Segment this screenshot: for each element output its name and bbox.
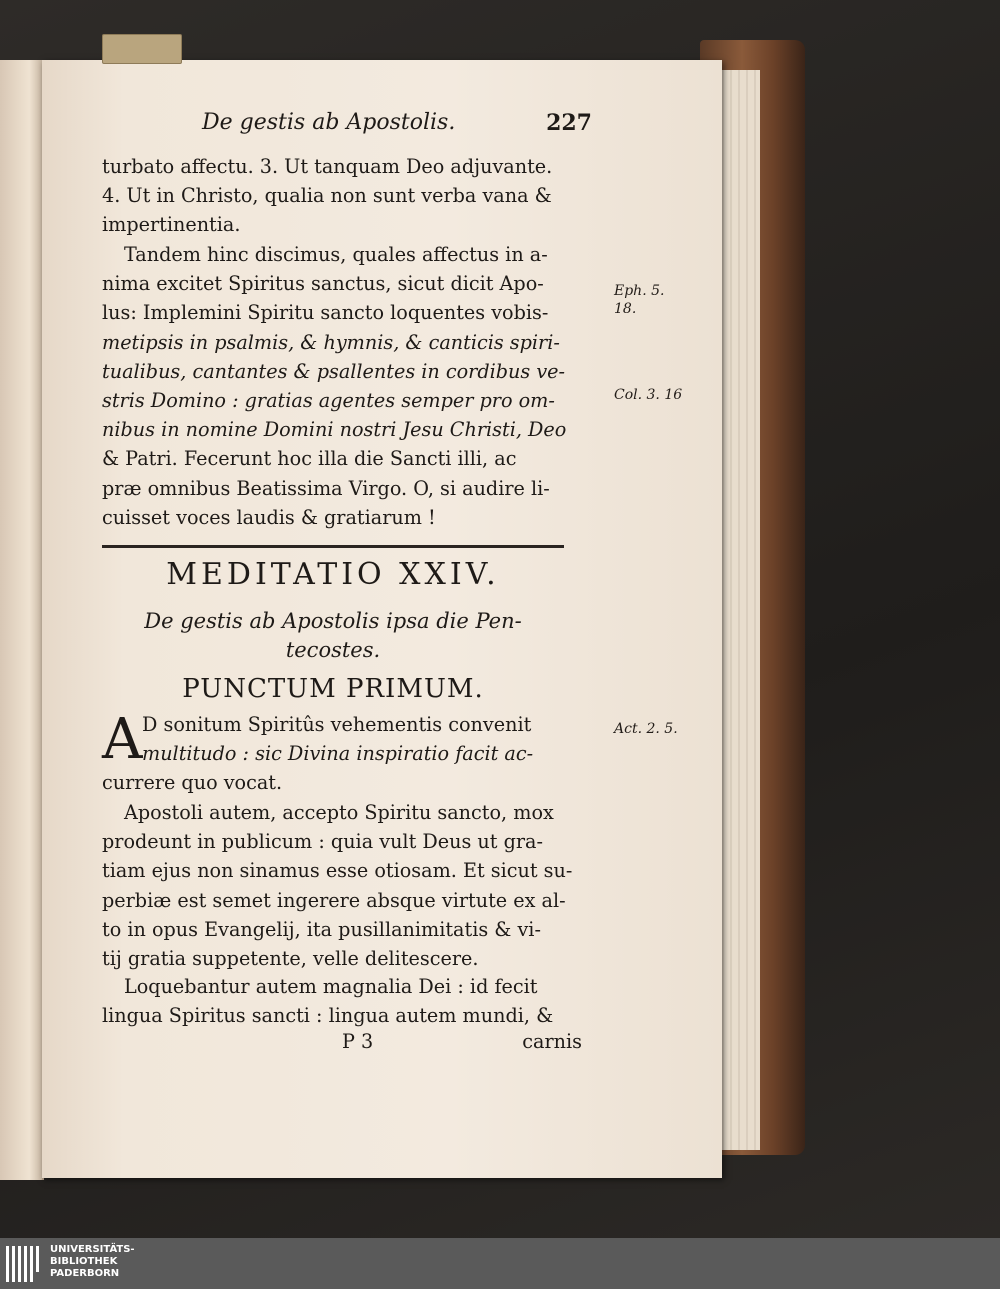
text-line: lingua Spiritus sancti : lingua autem mundi, & — [102, 1004, 554, 1028]
page-number: 227 — [546, 110, 592, 136]
margin-note-eph-ref: Eph. 5. — [614, 283, 665, 299]
text-line: turbato affectu. 3. Ut tanquam Deo adjuvante. — [102, 155, 553, 178]
margin-note-act: Act. 2. 5. — [614, 721, 678, 737]
paragraph-1 — [102, 152, 582, 240]
paragraph-4 — [102, 798, 582, 973]
text-line: Loquebantur autem magnalia Dei : id fecit — [124, 975, 538, 998]
catchword: carnis — [522, 1030, 582, 1053]
paragraph-5 — [102, 972, 582, 1030]
footer-bar — [0, 1238, 1000, 1289]
text-line: præ omnibus Beatissima Virgo. O, si audire li- — [102, 476, 550, 500]
text-line: prodeunt in publicum : quia vult Deus ut gra- — [102, 830, 543, 854]
text-line: 4. Ut in Christo, qualia non sunt verba vana & — [102, 184, 552, 208]
section-title: MEDITATIO XXIV. — [166, 557, 500, 592]
catchline — [102, 1030, 582, 1060]
text-line: tualibus, cantantes & psallentes in cordibus ve- — [102, 359, 566, 383]
text-line: perbiæ est semet ingerere absque virtute ex al- — [102, 888, 566, 912]
logo-line: PADERBORN — [50, 1268, 120, 1279]
margin-note-eph — [614, 282, 664, 318]
paper-tape — [102, 34, 182, 64]
text-line: lus: Implemini Spiritu sancto loquentes vobis- — [102, 301, 549, 325]
text-line: cuisset voces laudis & gratiarum ! — [102, 505, 436, 529]
text-line: multitudo : sic Divina inspiratio facit ac- — [142, 742, 534, 766]
text-line: nima excitet Spiritus sanctus, sicut dicit Apo- — [102, 272, 544, 296]
facing-page-edge — [0, 60, 44, 1180]
library-logo-text — [50, 1244, 135, 1280]
paragraph-2 — [102, 240, 582, 532]
section-subtitle — [102, 607, 564, 665]
drop-cap: A — [102, 707, 143, 772]
point-heading: PUNCTUM PRIMUM. — [182, 674, 484, 704]
signature-mark: P 3 — [342, 1030, 374, 1053]
logo-line: UNIVERSITÄTS- — [50, 1244, 135, 1255]
text-line: nibus in nomine Domini nostri Jesu Christi, Deo — [102, 418, 567, 442]
text-line: D sonitum Spiritûs vehementis convenit — [142, 713, 532, 736]
logo-line: BIBLIOTHEK — [50, 1256, 118, 1267]
text-line: metipsis in psalmis, & hymnis, & canticis spiri- — [102, 330, 560, 354]
paragraph-3 — [102, 707, 582, 798]
margin-note-eph-verse: 18. — [614, 301, 637, 317]
text-line: tij gratia suppetente, velle delitescere. — [102, 946, 479, 970]
text-line: to in opus Evangelij, ita pusillanimitatis & vi- — [102, 917, 541, 941]
text-line: Tandem hinc discimus, quales affectus in a- — [124, 243, 548, 266]
text-line: currere quo vocat. — [102, 771, 283, 795]
running-head — [102, 108, 592, 142]
text-line: tiam ejus non sinamus esse otiosam. Et sicut su- — [102, 859, 573, 883]
text-line: impertinentia. — [102, 213, 241, 237]
subtitle-line: De gestis ab Apostolis ipsa die Pen- — [144, 609, 522, 633]
book-page — [42, 60, 722, 1178]
running-title: De gestis ab Apostolis. — [202, 110, 456, 135]
text-line: & Patri. Fecerunt hoc illa die Sancti illi, ac — [102, 447, 517, 471]
subtitle-line: tecostes. — [285, 638, 381, 662]
section-divider — [102, 545, 564, 548]
text-line: Apostoli autem, accepto Spiritu sancto, mox — [124, 801, 554, 824]
margin-note-col: Col. 3. 16 — [614, 387, 683, 403]
text-line: stris Domino : gratias agentes semper pro om- — [102, 388, 555, 412]
library-logo-icon — [6, 1246, 46, 1282]
